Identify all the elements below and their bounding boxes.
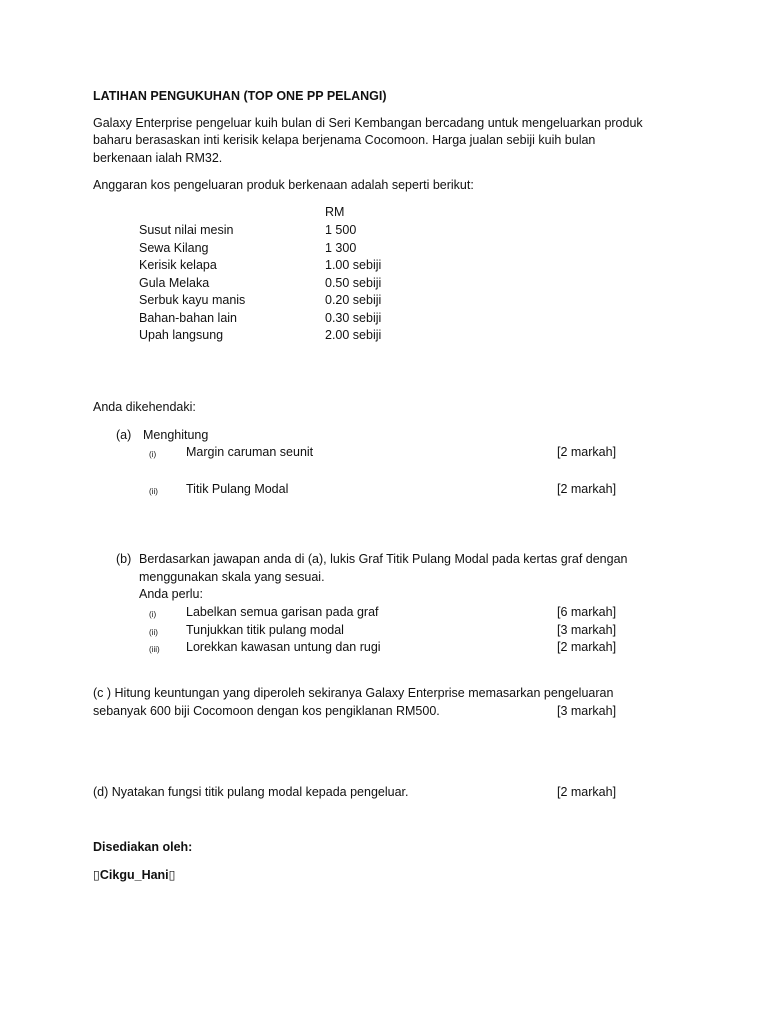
cost-item-value: 0.50 sebiji: [325, 276, 382, 290]
prepared-by-label: Disediakan oleh:: [93, 840, 193, 854]
marks-label: [2 markah]: [557, 640, 617, 654]
subpart-text: Lorekkan kawasan untung dan rugi: [186, 640, 381, 654]
marks-label: [2 markah]: [557, 445, 617, 459]
question-d-text: (d) Nyatakan fungsi titik pulang modal kepada pengeluar.: [93, 785, 409, 799]
cost-intro: Anggaran kos pengeluaran produk berkenaan adalah seperti berikut:: [93, 178, 474, 192]
subpart-text: Labelkan semua garisan pada graf: [186, 605, 379, 619]
cost-item-value: 1 300: [325, 241, 357, 255]
marks-label: [3 markah]: [557, 623, 617, 637]
cost-item-label: Bahan-bahan lain: [139, 311, 237, 325]
question-a-text: Menghitung: [143, 428, 209, 442]
subpart-number: (ii): [149, 487, 158, 496]
document-title: LATIHAN PENGUKUHAN (TOP ONE PP PELANGI): [93, 89, 387, 103]
subpart-number: (ii): [149, 628, 158, 637]
marks-label: [6 markah]: [557, 605, 617, 619]
question-b-line-3: Anda perlu:: [139, 587, 203, 601]
cost-item-value: 0.30 sebiji: [325, 311, 382, 325]
question-b-line-1: Berdasarkan jawapan anda di (a), lukis Graf Titik Pulang Modal pada kertas graf dengan: [139, 552, 628, 566]
cost-item-label: Serbuk kayu manis: [139, 293, 246, 307]
placeholder-glyph-icon: ▯: [93, 868, 100, 882]
intro-line-2: baharu berasaskan inti kerisik kelapa berjenama Cocomoon. Harga jualan sebiji kuih bulan: [93, 133, 596, 147]
subpart-number: (i): [149, 450, 157, 459]
cost-table-header: RM: [325, 205, 345, 219]
marks-label: [3 markah]: [557, 704, 617, 718]
intro-line-1: Galaxy Enterprise pengeluar kuih bulan di Seri Kembangan bercadang untuk mengeluarkan produk: [93, 116, 643, 130]
cost-item-value: 2.00 sebiji: [325, 328, 382, 342]
cost-item-label: Kerisik kelapa: [139, 258, 217, 272]
cost-item-label: Sewa Kilang: [139, 241, 209, 255]
question-a-label: (a): [116, 428, 132, 442]
subpart-number: (iii): [149, 645, 160, 654]
subpart-text: Tunjukkan titik pulang modal: [186, 623, 344, 637]
cost-item-value: 0.20 sebiji: [325, 293, 382, 307]
subpart-text: Titik Pulang Modal: [186, 482, 289, 496]
author-name: Cikgu_Hani: [99, 868, 169, 882]
question-b-line-2: menggunakan skala yang sesuai.: [139, 570, 325, 584]
marks-label: [2 markah]: [557, 785, 617, 799]
cost-item-value: 1.00 sebiji: [325, 258, 382, 272]
intro-line-3: berkenaan ialah RM32.: [93, 151, 223, 165]
instructions-heading: Anda dikehendaki:: [93, 400, 196, 414]
subpart-text: Margin caruman seunit: [186, 445, 314, 459]
marks-label: [2 markah]: [557, 482, 617, 496]
cost-item-label: Susut nilai mesin: [139, 223, 234, 237]
cost-item-label: Gula Melaka: [139, 276, 210, 290]
question-b-label: (b): [116, 552, 132, 566]
question-c-line-2: sebanyak 600 biji Cocomoon dengan kos pengiklanan RM500.: [93, 704, 440, 718]
cost-item-label: Upah langsung: [139, 328, 224, 342]
cost-item-value: 1 500: [325, 223, 357, 237]
placeholder-glyph-icon: ▯: [168, 868, 176, 882]
subpart-number: (i): [149, 610, 157, 619]
author-signature: [93, 868, 176, 883]
question-c-line-1: (c ) Hitung keuntungan yang diperoleh sekiranya Galaxy Enterprise memasarkan pengeluaran: [93, 686, 614, 700]
